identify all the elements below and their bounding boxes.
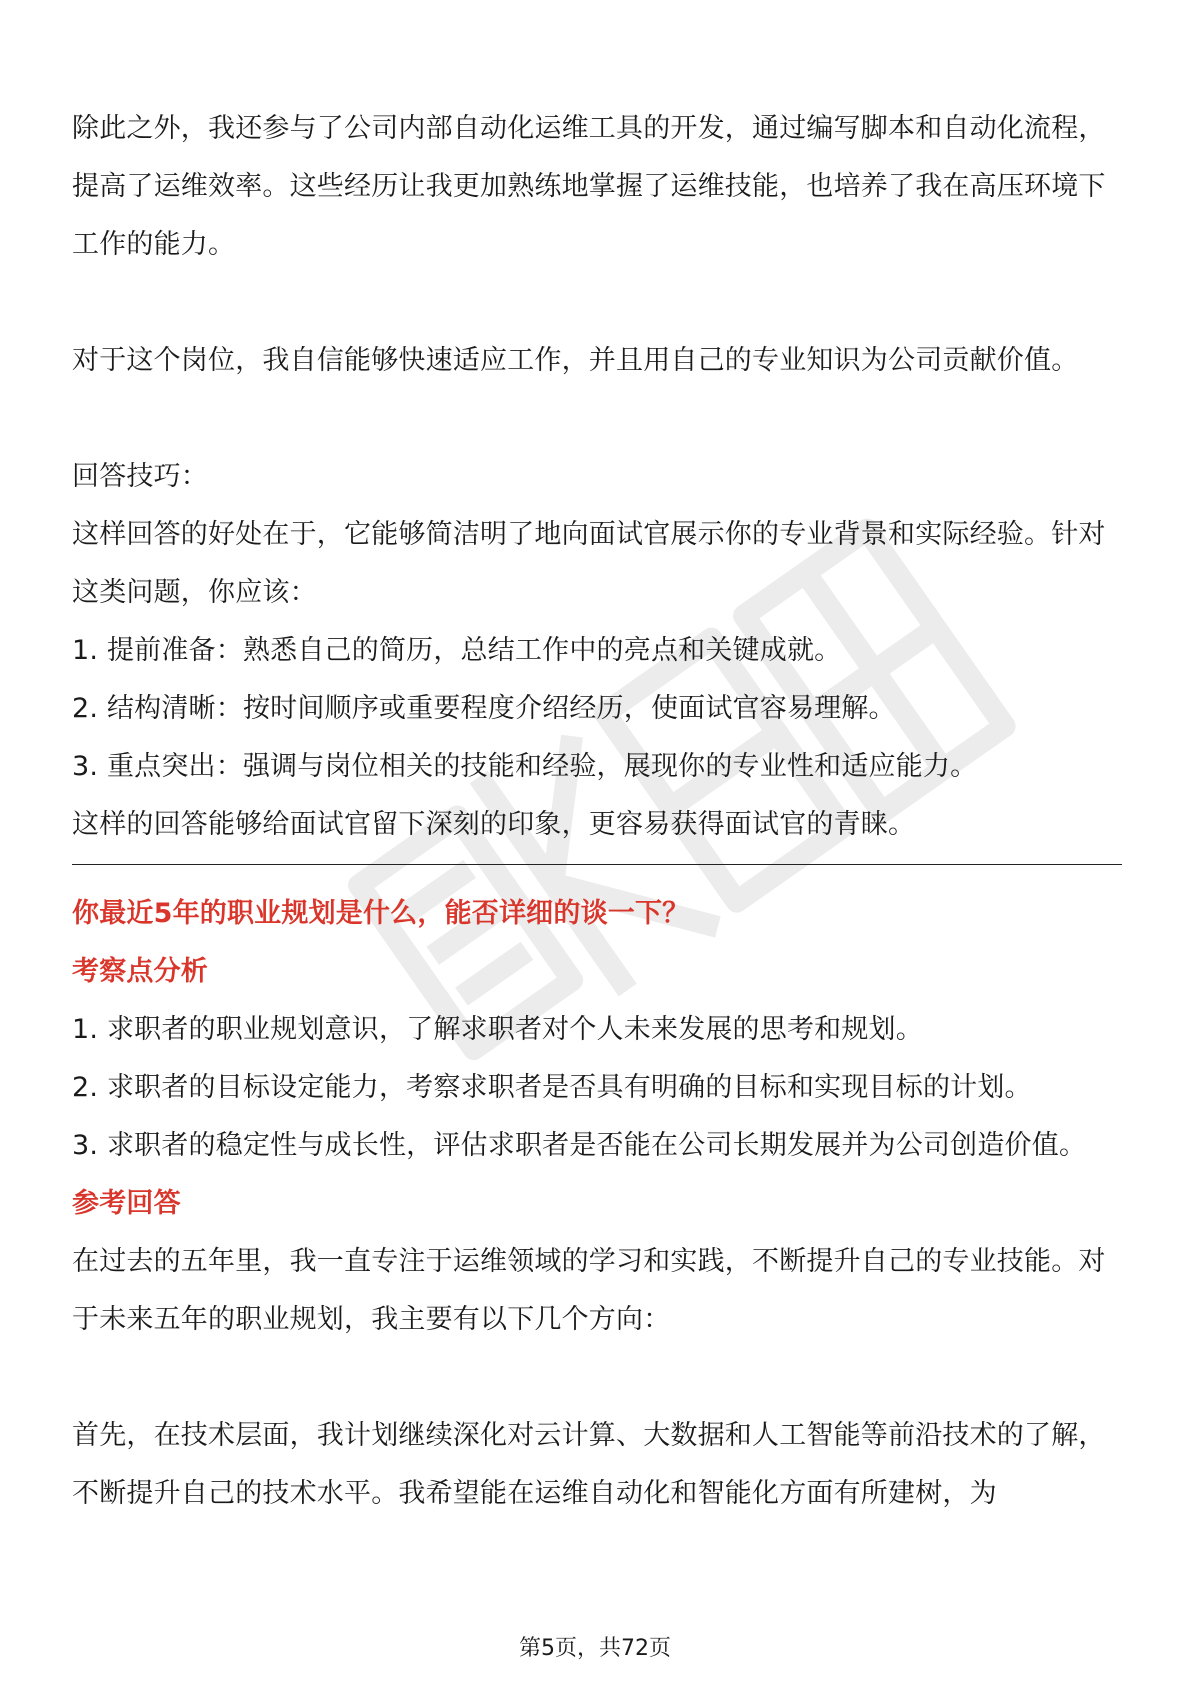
analysis-item: 3. 求职者的稳定性与成长性，评估求职者是否能在公司长期发展并为公司创造价值。	[72, 1130, 1087, 1161]
page-number: 第5页，共72页	[519, 1636, 671, 1661]
tips-heading: 回答技巧：	[72, 461, 208, 492]
analysis-item: 2. 求职者的目标设定能力，考察求职者是否具有明确的目标和实现目标的计划。	[72, 1072, 1032, 1103]
intro-paragraph: 对于这个岗位，我自信能够快速适应工作，并且用自己的专业知识为公司贡献价值。	[72, 345, 1079, 376]
answer-heading: 参考回答	[72, 1188, 181, 1219]
tips-item: 1. 提前准备：熟悉自己的简历，总结工作中的亮点和关键成就。	[72, 635, 842, 666]
intro-paragraph: 除此之外，我还参与了公司内部自动化运维工具的开发，通过编写脚本和自动化流程，提高了运维效率。这些经历让我更加熟练地掌握了运维技能，也培养了我在高压环境下工作的能力。	[72, 113, 1106, 260]
tips-lead: 这样回答的好处在于，它能够简洁明了地向面试官展示你的专业背景和实际经验。针对这类问题，你应该：	[72, 519, 1106, 608]
question-title: 你最近5年的职业规划是什么，能否详细的谈一下？	[72, 898, 690, 929]
analysis-heading: 考察点分析	[72, 956, 208, 987]
answer-paragraph: 首先，在技术层面，我计划继续深化对云计算、大数据和人工智能等前沿技术的了解，不断提升自己的技术水平。我希望能在运维自动化和智能化方面有所建树，为	[72, 1420, 1106, 1509]
tips-closing: 这样的回答能够给面试官留下深刻的印象，更容易获得面试官的青睐。	[72, 809, 916, 840]
tips-item: 3. 重点突出：强调与岗位相关的技能和经验，展现你的专业性和适应能力。	[72, 751, 978, 782]
section-divider	[72, 864, 1122, 865]
page-content	[72, 100, 1122, 1523]
tips-item: 2. 结构清晰：按时间顺序或重要程度介绍经历，使面试官容易理解。	[72, 693, 896, 724]
analysis-item: 1. 求职者的职业规划意识，了解求职者对个人未来发展的思考和规划。	[72, 1014, 923, 1045]
answer-paragraph: 在过去的五年里，我一直专注于运维领域的学习和实践，不断提升自己的专业技能。对于未来五年的职业规划，我主要有以下几个方向：	[72, 1246, 1106, 1335]
